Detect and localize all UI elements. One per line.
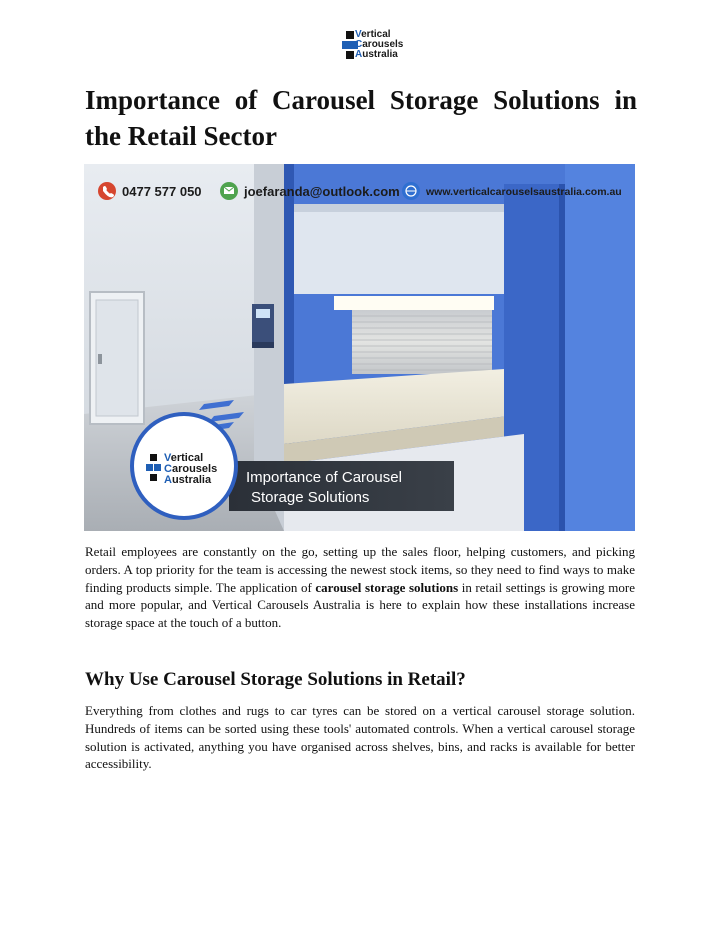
svg-text:Carousels: Carousels bbox=[164, 463, 218, 475]
logo-word: Vertical bbox=[355, 29, 391, 40]
logo-word: Australia bbox=[355, 49, 398, 60]
logo-square-icon bbox=[342, 41, 350, 49]
page-title: Importance of Carousel Storage Solutions in the Retail Sector bbox=[85, 85, 637, 151]
section-heading: Why Use Carousel Storage Solutions in Retail? bbox=[85, 669, 466, 690]
hero-email: joefaranda@outlook.com bbox=[244, 184, 400, 199]
banner-line-2: Storage Solutions bbox=[251, 489, 370, 506]
logo-square-icon bbox=[346, 31, 354, 39]
logo-word: Carousels bbox=[355, 39, 404, 50]
svg-text:Australia: Australia bbox=[164, 474, 212, 486]
brand-logo bbox=[342, 30, 414, 62]
intro-paragraph: Retail employees are constantly on the go, setting up the sales floor, helping customers, and picking orders. A top priority for the team is accessing the newest stock items, so they need to find ways to make finding products simple. The application of carousel storage solutions in retail settings is growing more and more popular, and Vertical Carousels Australia is here to explain how these installations increase storage space at the touch of a button. bbox=[85, 544, 635, 631]
hero-phone: 0477 577 050 bbox=[122, 184, 202, 199]
banner-line-1: Importance of Carousel bbox=[246, 469, 402, 486]
logo-square-icon bbox=[346, 51, 354, 59]
bold-phrase: carousel storage solutions bbox=[315, 579, 459, 595]
hero-website: www.verticalcarouselsaustralia.com.au bbox=[426, 186, 622, 198]
svg-text:Vertical: Vertical bbox=[164, 452, 204, 464]
section-paragraph: Everything from clothes and rugs to car tyres can be stored on a vertical carousel storage solution. Hundreds of items can be sorted using these tools' automated controls. When a vertical carousel storage solution is activated, anything you have organised across shelves, bins, and racks is available for better accessibility. bbox=[85, 703, 635, 772]
hero-image bbox=[84, 164, 635, 531]
